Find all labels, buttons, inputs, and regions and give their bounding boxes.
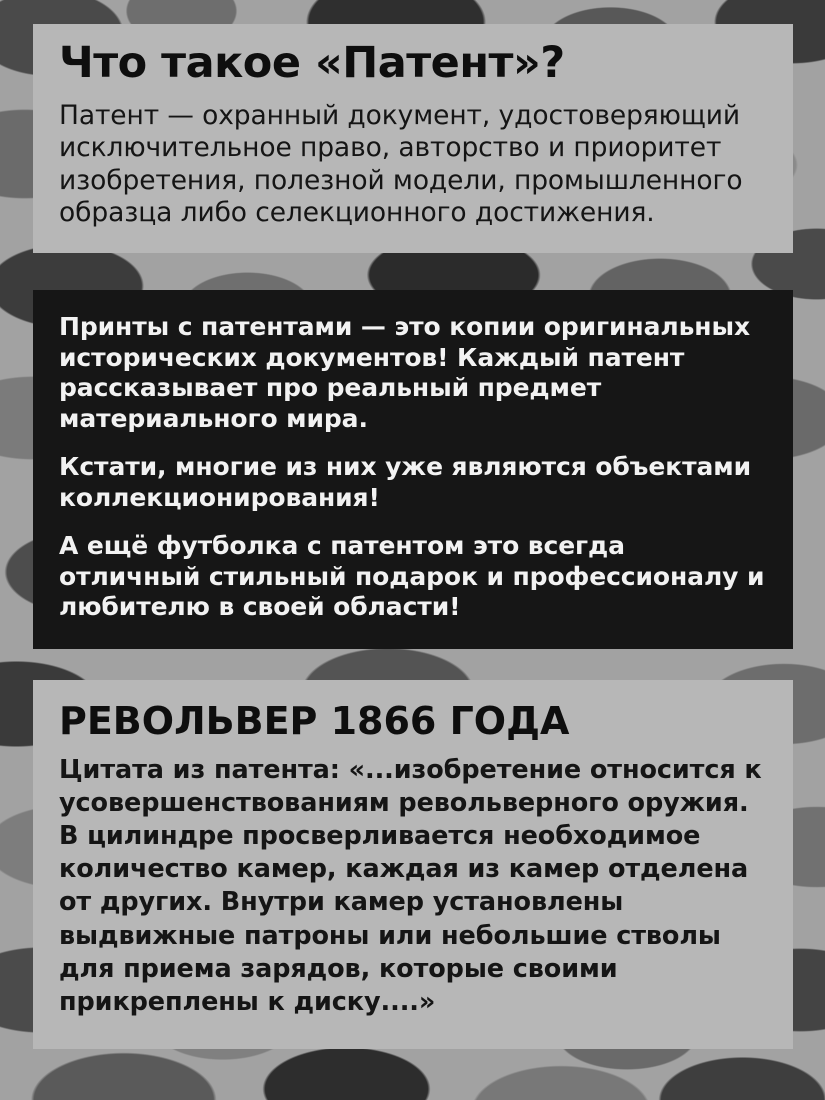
intro-panel [33, 24, 793, 253]
revolver-quote: Цитата из патента: «...изобретение относится к усовершенствованиям револьверного оружия. В цилиндре просверливается необходимое количество камер, каждая из камер отделена от других. Внутри камер установлены выдвижные патроны или небольшие стволы для приема зарядов, которые своими прикреплены к диску....» [59, 754, 762, 1017]
revolver-title: РЕВОЛЬВЕР 1866 ГОДА [59, 699, 570, 743]
intro-paragraph: Патент — охранный документ, удостоверяющий исключительное право, авторство и приоритет изобретения, полезной модели, промышленного образца либо селекционного достижения. [59, 99, 743, 228]
prints-paragraph-3: А ещё футболка с патентом это всегда отличный стильный подарок и профессионалу и любителю в своей области! [59, 531, 765, 621]
prints-panel [33, 290, 793, 649]
prints-paragraph-1: Принты с патентами — это копии оригинальных исторических документов! Каждый патент рассказывает про реальный предмет материального мира. [59, 312, 750, 433]
prints-paragraph-2: Кстати, многие из них уже являются объектами коллекционирования! [59, 452, 751, 512]
page-title: Что такое «Патент»? [59, 38, 565, 88]
revolver-panel [33, 680, 793, 1049]
